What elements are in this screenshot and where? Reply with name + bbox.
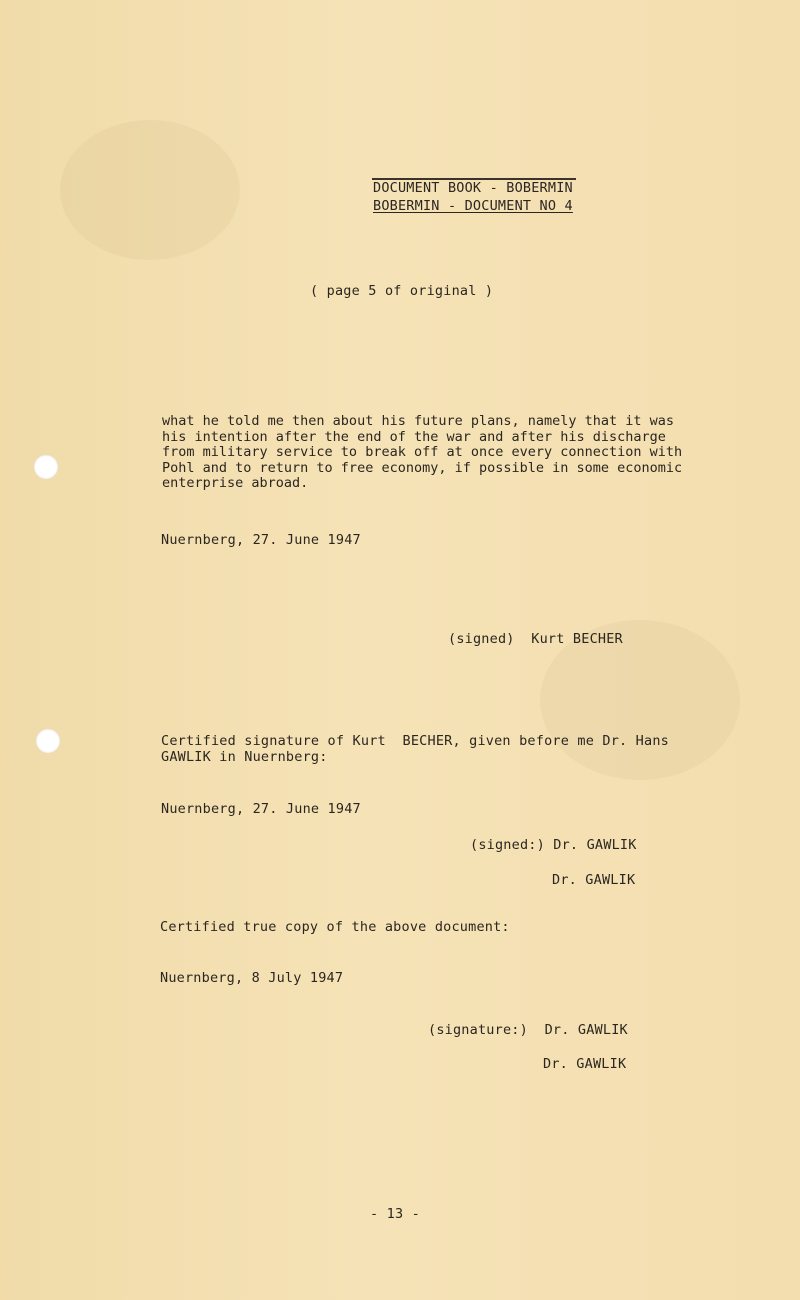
punch-hole <box>36 729 60 753</box>
body-paragraph <box>162 414 722 492</box>
body-line: enterprise abroad. <box>162 475 309 491</box>
name-gawlik-2: Dr. GAWLIK <box>543 1056 627 1072</box>
true-copy-line: Certified true copy of the above document: <box>160 919 510 935</box>
paper-stain <box>60 120 240 260</box>
signature-gawlik-1: (signed:) Dr. GAWLIK <box>470 837 637 853</box>
name-gawlik-1: Dr. GAWLIK <box>552 872 636 888</box>
body-line: his intention after the end of the war and after his discharge <box>162 428 666 445</box>
signature-gawlik-2: (signature:) Dr. GAWLIK <box>428 1022 628 1038</box>
body-line: Pohl and to return to free economy, if possible in some economic <box>162 459 683 476</box>
date-line-3: Nuernberg, 8 July 1947 <box>160 970 344 986</box>
page-number: - 13 - <box>370 1206 420 1222</box>
punch-hole <box>34 455 58 479</box>
body-line: what he told me then about his future plans, namely that it was <box>162 413 675 429</box>
header-line-1: DOCUMENT BOOK - BOBERMIN <box>373 180 573 196</box>
signature-becher: (signed) Kurt BECHER <box>448 631 623 647</box>
certified-line-1: Certified signature of Kurt BECHER, given before me Dr. Hans <box>161 733 669 749</box>
body-line: from military service to break off at once every connection with <box>162 444 683 460</box>
certified-line-2: GAWLIK in Nuernberg: <box>161 749 328 765</box>
page-note: ( page 5 of original ) <box>310 283 494 299</box>
header-line-2: BOBERMIN - DOCUMENT NO 4 <box>373 198 573 214</box>
date-line-1: Nuernberg, 27. June 1947 <box>161 532 361 548</box>
date-line-2: Nuernberg, 27. June 1947 <box>161 801 361 817</box>
